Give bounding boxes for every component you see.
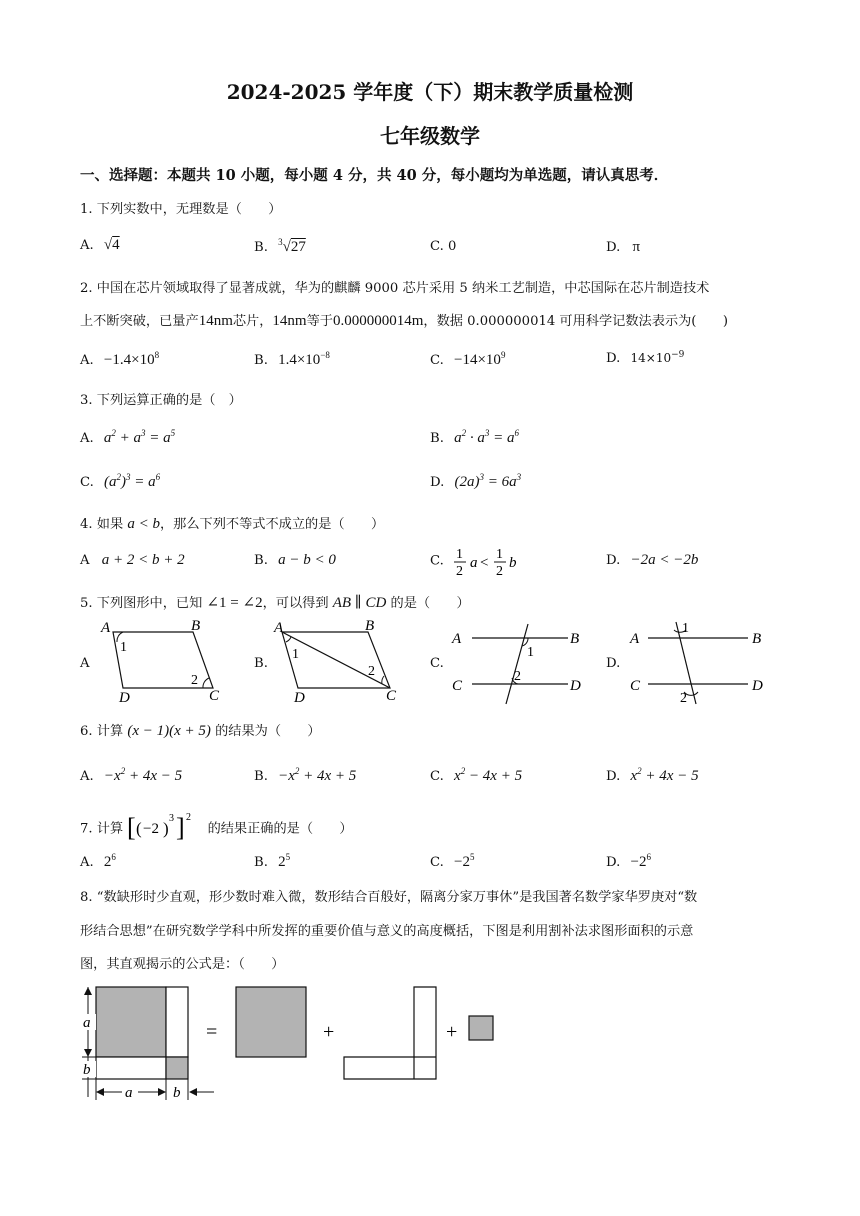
q3-option-b — [430, 428, 519, 447]
small-square-b — [166, 1057, 188, 1079]
side-label-a: a — [83, 1015, 91, 1031]
section-heading: 一、选择题：本题共 10 小题，每小题 4 分，共 40 分，每小题均为单选题，请认真思考． — [80, 167, 669, 184]
plus-sign-2: + — [446, 1021, 458, 1043]
svg-text:]: ] — [176, 813, 186, 842]
option-math: a − b < 0 — [278, 552, 336, 568]
q7-option-a — [80, 852, 116, 871]
q7-stem — [80, 810, 353, 844]
equals-sign: = — [206, 1021, 218, 1043]
option-label: D. — [606, 553, 621, 568]
option-label: C. — [430, 855, 444, 870]
q6-option-d — [606, 766, 699, 785]
option-label: C. — [430, 553, 444, 569]
text: 5. 下列图形中，已知 — [80, 596, 203, 611]
svg-text:<: < — [480, 555, 489, 571]
q5-option-c-label: C. — [430, 656, 444, 671]
line-label-c: C — [452, 678, 463, 694]
option-label: B. — [430, 431, 444, 446]
nested-power-expression — [127, 810, 203, 844]
q8-stem-line3: 图，其直观揭示的公式是：（ ） — [80, 957, 285, 972]
svg-text:2: 2 — [496, 564, 504, 578]
q2-stem-line1: 2. 中国在芯片领域取得了显著成就，华为的麒麟 9000 芯片采用 5 纳米工艺制造，中芯国际在芯片制造技术 — [80, 281, 710, 296]
pi-symbol: π — [632, 239, 641, 255]
angle-label-2: 2 — [680, 691, 687, 706]
option-label: A. — [80, 769, 94, 784]
cbrt-expression: $^3$√27 — [278, 237, 306, 255]
exponent: −9 — [671, 350, 685, 360]
q5-figure-c — [450, 616, 590, 706]
math: ∠1 = ∠2 — [206, 595, 263, 611]
sqrt-expression: √4 — [103, 237, 120, 253]
option-label: A. — [80, 855, 94, 870]
option-math: $-x^2 + 4x - 5$ — [103, 766, 183, 784]
angle-label-2: 2 — [191, 673, 198, 688]
q2-option-a — [80, 350, 159, 369]
angle-label-1: 1 — [292, 647, 299, 662]
text: ，可以得到 — [262, 596, 329, 611]
line-label-b: B — [752, 631, 762, 647]
exponent: 8 — [154, 350, 160, 360]
line-label-d: D — [752, 678, 763, 694]
option-math: $a^2 \cdot a^3 = a^6$ — [454, 428, 519, 446]
base: −1.4×10 — [103, 352, 155, 368]
q7-option-c — [430, 852, 474, 871]
bottom-strip — [96, 1057, 166, 1079]
q7-option-d — [606, 852, 651, 871]
math: 14nm — [198, 313, 233, 329]
vertex-label-c: C — [386, 688, 397, 703]
option-label: B. — [254, 553, 268, 568]
square-b-squared — [469, 1016, 493, 1040]
q8-stem-line2: 形结合思想”在研究数学学科中所发挥的重要价值与意义的高度概括，下图是利用割补法求图形面积的示意 — [80, 924, 694, 939]
option-math: $2^5$ — [278, 852, 291, 870]
vertex-label-b: B — [191, 618, 201, 634]
q6-option-a — [80, 766, 182, 785]
q3-option-c — [80, 472, 160, 491]
q5-option-b-label: B. — [254, 656, 268, 671]
angle-label-2: 2 — [514, 669, 521, 684]
svg-text:2: 2 — [186, 812, 192, 823]
option-math — [278, 352, 330, 368]
option-label: C. — [430, 769, 444, 784]
text: 4. 如果 — [80, 517, 124, 532]
q5-option-a-label: A — [80, 656, 90, 671]
svg-text:a: a — [470, 555, 478, 571]
angle-label-1: 1 — [120, 640, 127, 655]
option-label: A. — [80, 238, 94, 253]
option-label: A. — [80, 353, 94, 368]
text: 上不断突破，已量产 — [80, 314, 199, 329]
square-a-squared — [236, 987, 306, 1057]
q4-option-a — [80, 552, 185, 569]
vertex-label-d: D — [294, 690, 305, 703]
option-label: D. — [430, 475, 445, 490]
angle-label-1: 1 — [527, 645, 534, 660]
option-math — [454, 352, 505, 368]
svg-text:−2: −2 — [143, 821, 160, 837]
vertex-label-b: B — [365, 618, 375, 634]
q6-option-c — [430, 766, 522, 785]
vertex-label-a: A — [274, 620, 284, 636]
option-math: $-x^2 + 4x + 5$ — [278, 766, 357, 784]
right-strip — [166, 987, 188, 1057]
q8-area-figure — [76, 982, 516, 1107]
option-label: B. — [254, 855, 268, 870]
l-shaped-strips — [344, 987, 436, 1079]
text: 6. 计算 — [80, 724, 124, 739]
q5-stem — [80, 592, 470, 612]
line-label-b: B — [570, 631, 580, 647]
line-label-c: C — [630, 678, 641, 694]
bottom-label-a: a — [125, 1085, 133, 1101]
option-math: $-2^5$ — [454, 852, 475, 870]
option-math: $2^6$ — [103, 852, 116, 870]
exponent: 9 — [500, 350, 506, 360]
option-math: −2a < −2b — [630, 552, 699, 568]
option-label: C. — [430, 353, 444, 368]
q4-option-c — [430, 544, 532, 578]
vertex-label-c: C — [209, 688, 220, 703]
text: 芯片， — [232, 314, 273, 329]
line-label-a: A — [630, 631, 640, 647]
q7-option-b — [254, 852, 290, 871]
radicand: 4 — [112, 237, 120, 253]
svg-text:[: [ — [127, 813, 137, 842]
option-math: $(a^2)^3 = a^6$ — [104, 472, 161, 490]
text: ，数据 0.000000014 可用科学记数法表示为( ) — [423, 314, 728, 329]
line-label-d: D — [570, 678, 581, 694]
q5-figure-d — [626, 616, 771, 706]
base: 1.4×10 — [278, 352, 321, 368]
fraction-inequality — [452, 544, 532, 578]
bottom-label-b: b — [173, 1085, 181, 1101]
math: 14nm — [272, 313, 307, 329]
svg-text:b: b — [509, 555, 517, 571]
option-math: $a^2 + a^3 = a^5$ — [103, 428, 176, 446]
math: (x − 1)(x + 5) — [127, 723, 211, 739]
option-label: A. — [80, 431, 94, 446]
q3-stem: 3. 下列运算正确的是（ ） — [80, 393, 242, 408]
vertex-label-d: D — [119, 690, 130, 703]
q1-option-b — [254, 237, 306, 256]
q6-stem — [80, 720, 321, 740]
angle-label-2: 2 — [368, 664, 375, 679]
option-math: $x^2 + 4x - 5$ — [630, 766, 699, 784]
q6-option-b — [254, 766, 356, 785]
option-label: D. — [606, 769, 621, 784]
option-math: $-2^6$ — [630, 852, 651, 870]
big-square-a — [96, 987, 166, 1057]
q3-option-d — [430, 472, 521, 491]
q3-option-a — [80, 428, 175, 447]
option-label: A — [80, 553, 90, 568]
angle-label-1: 1 — [682, 621, 689, 636]
root-index: 3 — [278, 237, 283, 247]
option-label: B. — [254, 240, 268, 255]
exam-title: 2024-2025 学年度（下）期末教学质量检测 — [226, 80, 634, 104]
q4-stem — [80, 513, 384, 533]
option-label: D. — [606, 351, 621, 366]
q1-option-d — [606, 239, 640, 256]
text: 的是（ ） — [390, 596, 470, 611]
radicand: 27 — [290, 239, 306, 255]
math: a < b — [127, 516, 160, 532]
q4-option-d — [606, 552, 698, 569]
q8-stem-line1: 8. “数缺形时少直观，形少数时难入微，数形结合百般好，隔离分家万事休”是我国著名数学家华罗庚对“数 — [80, 890, 698, 905]
option-label: D. — [606, 855, 621, 870]
q1-option-a — [80, 237, 120, 254]
side-label-b: b — [83, 1062, 91, 1078]
svg-text:1: 1 — [456, 547, 464, 562]
text: 的结果为（ ） — [215, 724, 321, 739]
q2-option-d — [606, 350, 684, 366]
option-label: B. — [254, 353, 268, 368]
q2-stem-line2 — [80, 310, 728, 330]
option-label: C. — [80, 475, 94, 490]
svg-text:3: 3 — [169, 813, 175, 824]
option-math: $x^2 - 4x + 5$ — [454, 766, 523, 784]
q4-option-b — [254, 552, 336, 569]
exponent: −8 — [320, 350, 330, 360]
q1-option-c: C. 0 — [430, 239, 457, 254]
math: AB ∥ CD — [332, 595, 387, 611]
plus-sign-1: + — [323, 1021, 335, 1043]
text: ，那么下列不等式不成立的是（ ） — [159, 517, 385, 532]
text: 7. 计算 — [80, 821, 124, 837]
vertex-label-a: A — [101, 620, 111, 636]
q2-option-b — [254, 350, 330, 369]
q5-figure-b — [272, 618, 407, 703]
option-math — [104, 352, 159, 368]
svg-text:1: 1 — [496, 547, 504, 562]
q5-option-d-label: D. — [606, 656, 621, 671]
base: 14×10 — [630, 351, 672, 365]
subject-title: 七年级数学 — [380, 124, 480, 148]
line-label-a: A — [452, 631, 462, 647]
option-math: a + 2 < b + 2 — [101, 552, 185, 568]
math: 0.000000014m — [332, 313, 424, 329]
option-math — [631, 351, 685, 365]
svg-text:): ) — [163, 819, 170, 838]
text: 的结果正确的是（ ） — [207, 821, 353, 837]
q2-option-c — [430, 350, 505, 369]
base: −14×10 — [454, 352, 501, 368]
svg-text:2: 2 — [456, 564, 464, 578]
option-label: D. — [606, 240, 621, 255]
option-math: $(2a)^3 = 6a^3$ — [454, 472, 522, 490]
text: 等于 — [306, 314, 333, 329]
option-label: B. — [254, 769, 268, 784]
svg-text:(: ( — [136, 819, 143, 838]
q1-stem: 1. 下列实数中，无理数是（ ） — [80, 202, 282, 217]
q5-figure-a — [95, 618, 230, 703]
